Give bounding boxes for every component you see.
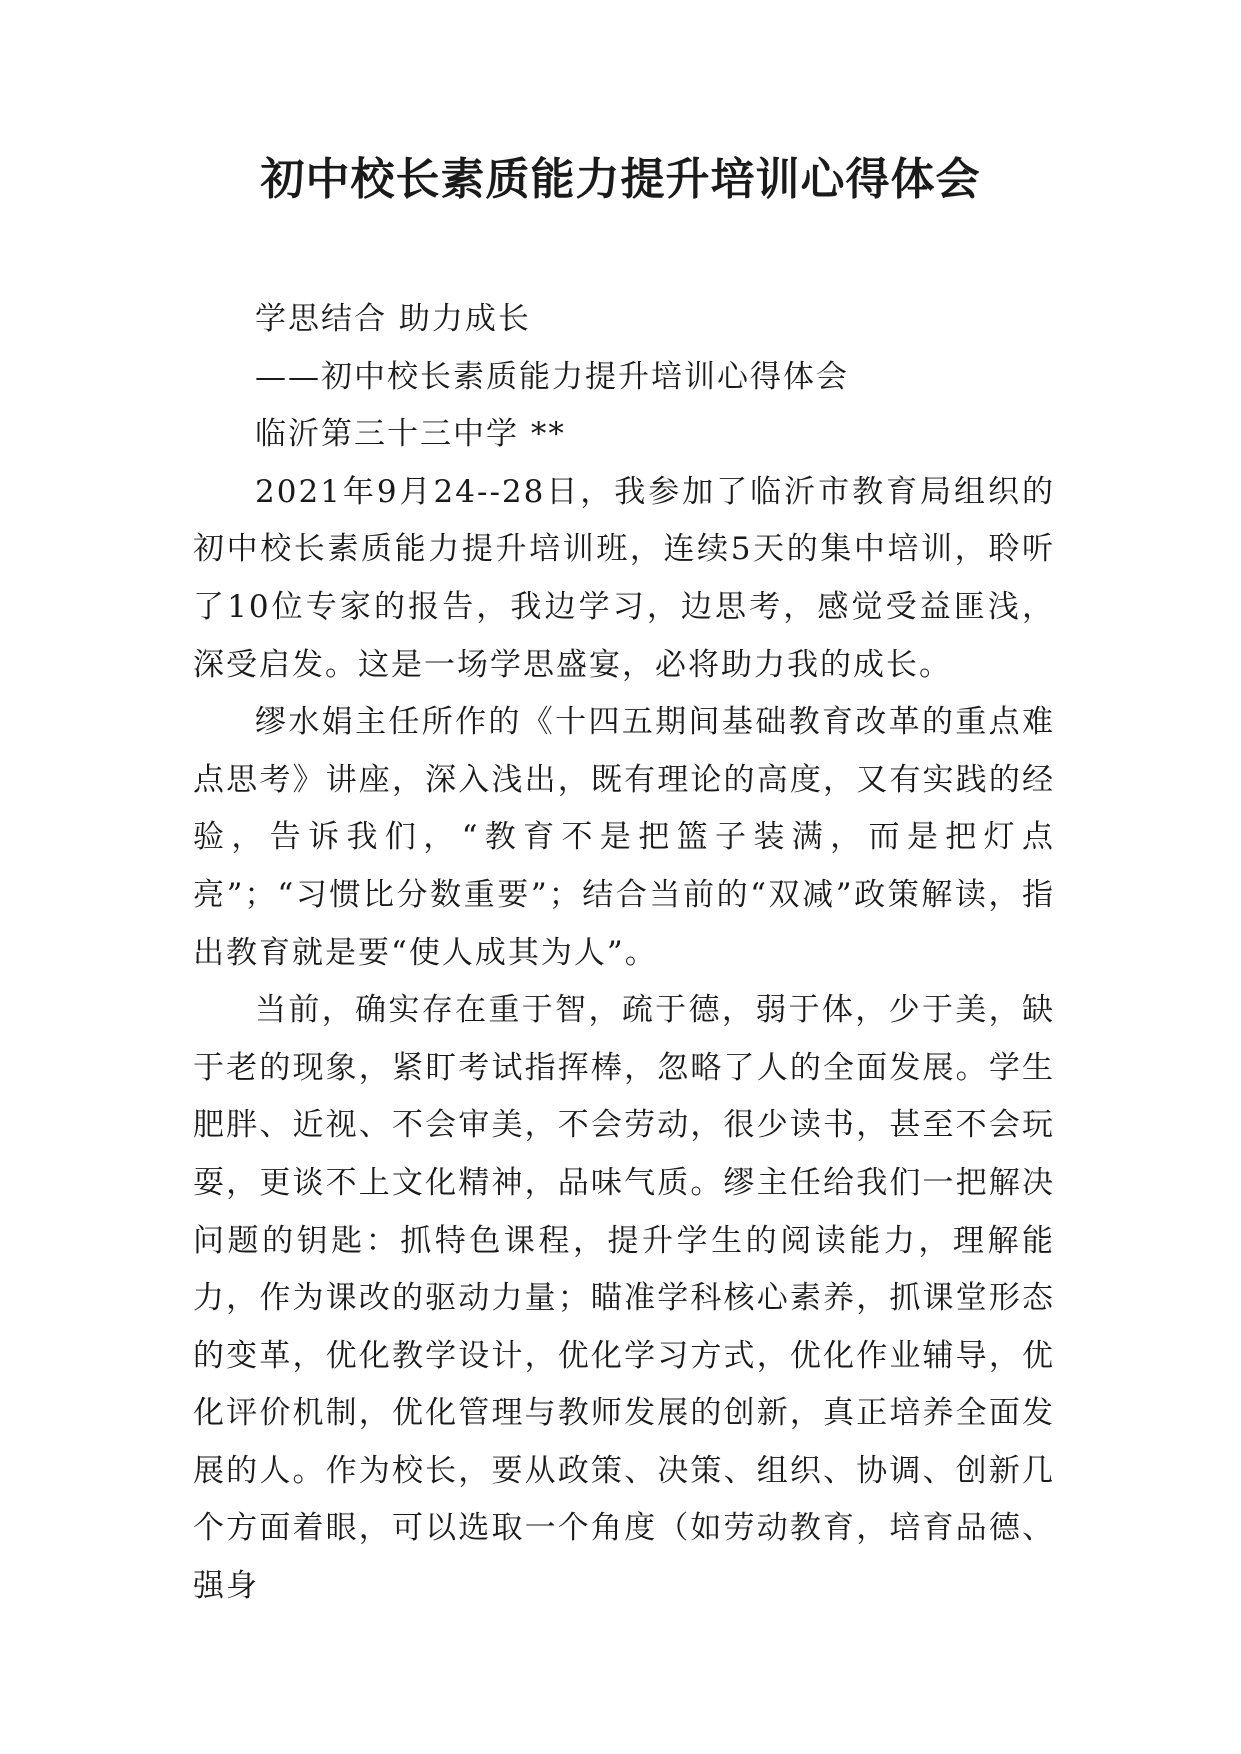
body-paragraph: 当前，确实存在重于智，疏于德，弱于体，少于美，缺于老的现象，紧盯考试指挥棒，忽略了人的全面发展。学生肥胖、近视、不会审美，不会劳动，很少读书，甚至不会玩耍，更谈不上文化精神，品味气质。缪主任给我们一把解决问题的钥匙：抓特色课程，提升学生的阅读能力，理解能力，作为课改的驱动力量；瞄准学科核心素养，抓课堂形态的变革，优化教学设计，优化学习方式，优化作业辅导，优化评价机制，优化管理与教师发展的创新，真正培养全面发展的人。作为校长，要从政策、决策、组织、协调、创新几个方面着眼，可以选取一个角度（如劳动教育，培育品德、强身 bbox=[193, 992, 1055, 1605]
document-body bbox=[193, 291, 1055, 1616]
body-paragraph: 2021年9月24--28日，我参加了临沂市教育局组织的初中校长素质能力提升培训班，连续5天的集中培训，聆听了10位专家的报告，我边学习，边思考，感觉受益匪浅，深受启发。这是一场学思盛宴，必将助力我的成长。 bbox=[193, 473, 1055, 683]
article-heading: 学思结合 助力成长 bbox=[255, 301, 531, 337]
article-subheading: ——初中校长素质能力提升培训心得体会 bbox=[255, 358, 849, 395]
body-paragraph: 缪水娟主任所作的《十四五期间基础教育改革的重点难点思考》讲座，深入浅出，既有理论的高度，又有实践的经验，告诉我们，“教育不是把篮子装满，而是把灯点亮”；“习惯比分数重要”；结合当前的“双减”政策解读，指出教育就是要“使人成其为人”。 bbox=[193, 704, 1055, 971]
author-line: 临沂第三十三中学 ** bbox=[255, 416, 566, 453]
document-title: 初中校长素质能力提升培训心得体会 bbox=[260, 154, 981, 205]
